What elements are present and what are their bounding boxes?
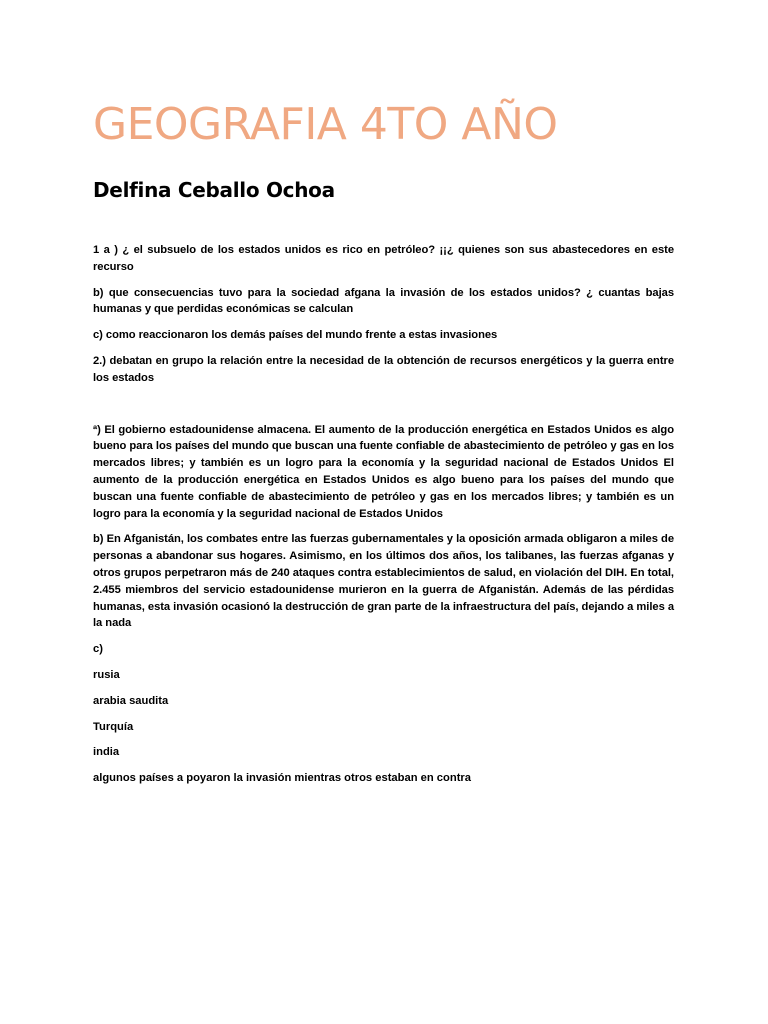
answer-b: b) En Afganistán, los combates entre las fuerzas gubernamentales y la oposición armada obligaron a miles de personas a abandonar sus hogares. Asimismo, en los últimos dos años, los talibanes, las fuerzas afganas y otros grupos perpetraron más de 240 ataques contra establecimientos de salud, en violación del DIH. En total, 2.455 miembros del servicio estadounidense murieron en la guerra de Afganistán. Además de las pérdidas humanas, esta invasión ocasionó la destrucción de gran parte de la infraestructura del país, dejando a miles a la nada: [93, 533, 674, 630]
country-item: india: [93, 746, 120, 759]
country-item: Turquía: [93, 720, 134, 733]
document-title: GEOGRAFIA 4TO AÑO: [93, 99, 558, 150]
question-1c: c) como reaccionaron los demás países del mundo frente a estas invasiones: [93, 329, 498, 342]
question-2: 2.) debatan en grupo la relación entre la necesidad de la obtención de recursos energéticos y la guerra entre los estados: [93, 354, 674, 384]
author-name: Delfina Ceballo Ochoa: [93, 178, 335, 202]
question-1b: b) que consecuencias tuvo para la sociedad afgana la invasión de los estados unidos? ¿ cuantas bajas humanas y que perdidas económicas se calculan: [93, 286, 674, 316]
country-item: arabia saudita: [93, 694, 169, 707]
answer-c-conclusion: algunos países a poyaron la invasión mientras otros estaban en contra: [93, 772, 471, 785]
section-spacer: [93, 396, 674, 422]
country-item: rusia: [93, 668, 120, 681]
answer-a: ª) El gobierno estadounidense almacena. El aumento de la producción energética en Estados Unidos es algo bueno para los países del mundo que buscan una fuente confiable de abastecimiento de petróleo y gas en los mercados libres; y también es un logro para la economía y la seguridad nacional de Estados Unidos El aumento de la producción energética en Estados Unidos es algo bueno para los países del mundo que buscan una fuente confiable de abastecimiento de petróleo y gas en los mercados libres; y también es un logro para la economía y la seguridad nacional de Estados Unidos: [93, 423, 674, 520]
question-1a: 1 a ) ¿ el subsuelo de los estados unidos es rico en petróleo? ¡¡¿ quienes son sus abastecedores en este recurso: [93, 244, 674, 273]
answer-c-label: c): [93, 643, 103, 656]
